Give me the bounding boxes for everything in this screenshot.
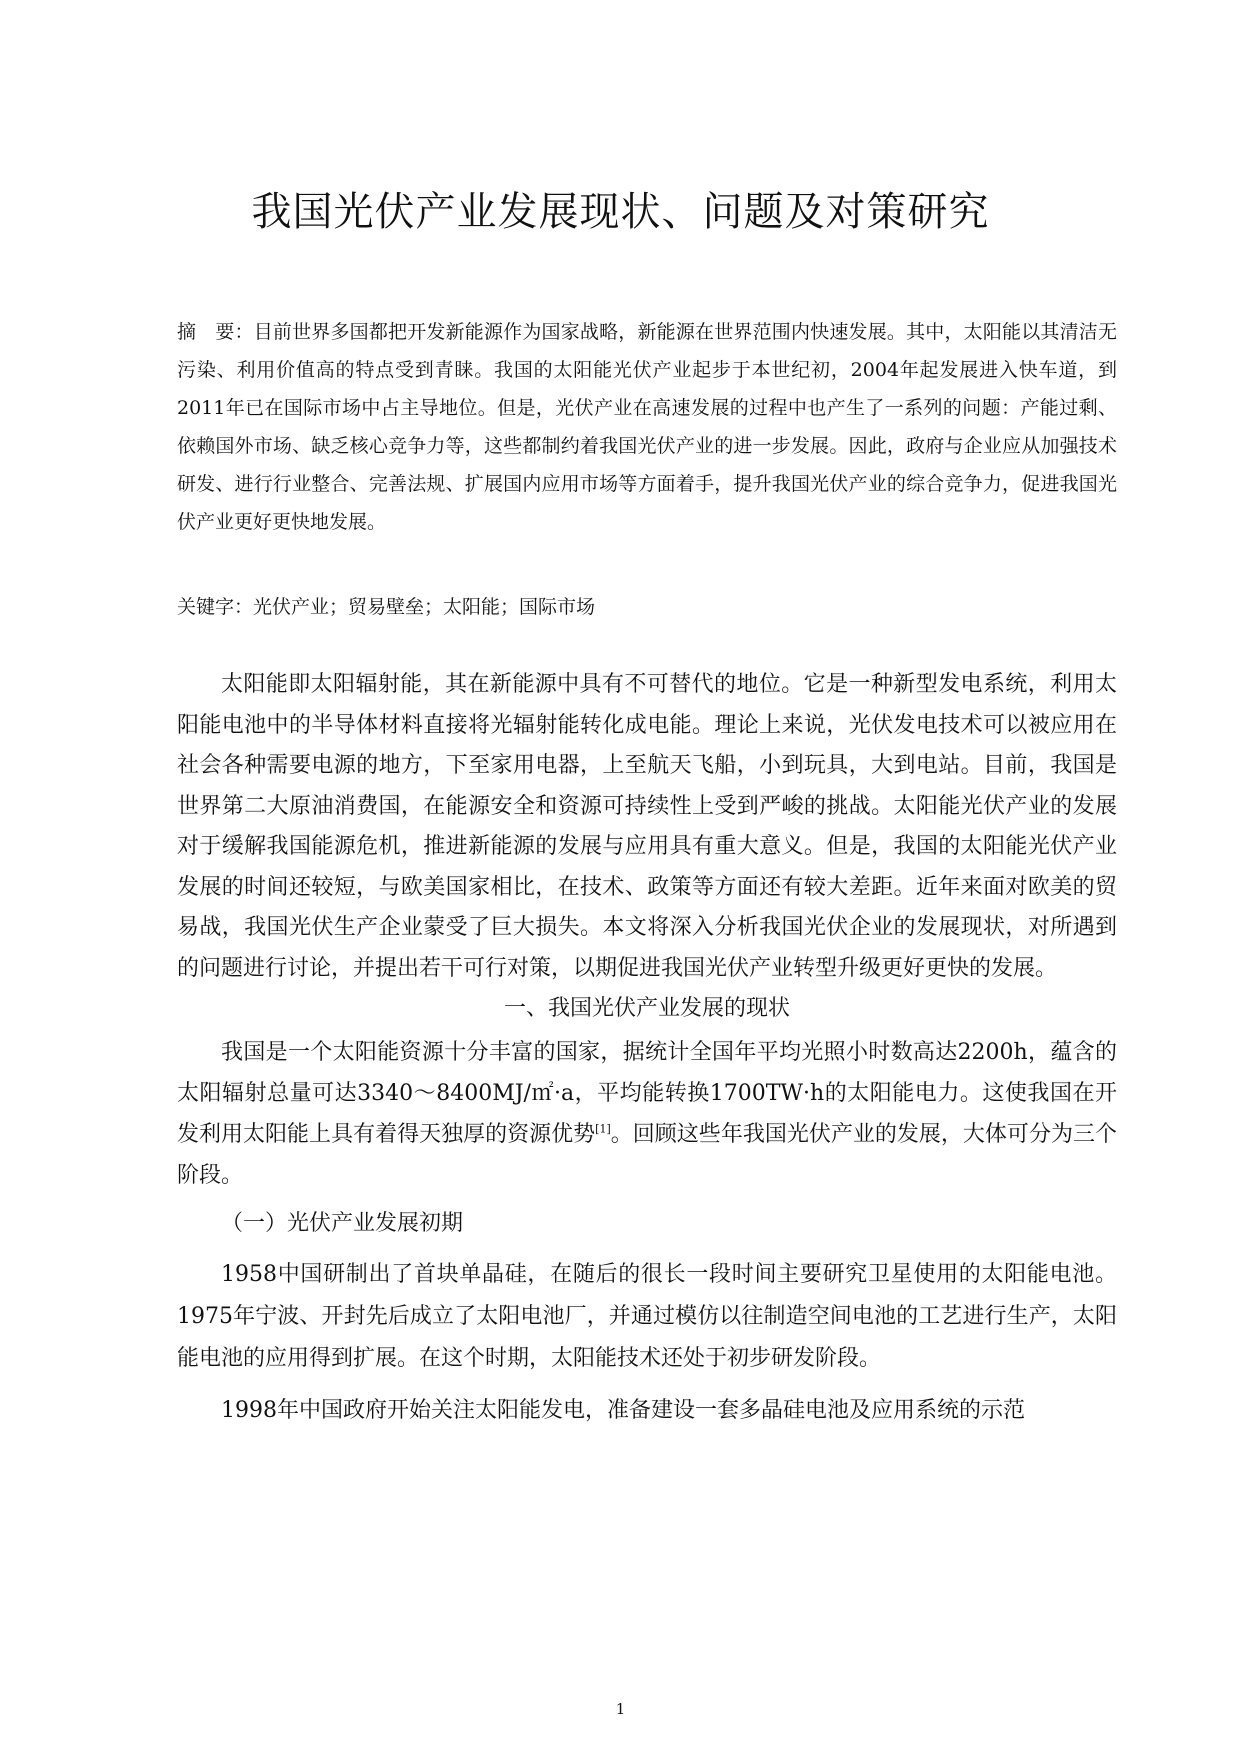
keywords — [177, 592, 1117, 622]
abstract-text: 目前世界多国都把开发新能源作为国家战略，新能源在世界范围内快速发展。其中，太阳能以其清洁无污染、利用价值高的特点受到青睐。我国的太阳能光伏产业起步于本世纪初，2004年起发展进入快车道，到2011年已在国际市场中占主导地位。但是，光伏产业在高速发展的过程中也产生了一系列的问题：产能过剩、依赖国外市场、缺乏核心竞争力等，这些都制约着我国光伏产业的进一步发展。因此，政府与企业应从加强技术研发、进行行业整合、完善法规、扩展国内应用市场等方面着手，提升我国光伏产业的综合竞争力，促进我国光伏产业更好更快地发展。 — [177, 321, 1117, 533]
page-number: 1 — [615, 1700, 626, 1718]
intro-paragraph: 太阳能即太阳辐射能，其在新能源中具有不可替代的地位。它是一种新型发电系统，利用太阳能电池中的半导体材料直接将光辐射能转化成电能。理论上来说，光伏发电技术可以被应用在社会各种需要电源的地方，下至家用电器，上至航天飞船，小到玩具，大到电站。目前，我国是世界第二大原油消费国，在能源安全和资源可持续性上受到严峻的挑战。太阳能光伏产业的发展对于缓解我国能源危机，推进新能源的发展与应用具有重大意义。但是，我国的太阳能光伏产业发展的时间还较短，与欧美国家相比，在技术、政策等方面还有较大差距。近年来面对欧美的贸易战，我国光伏生产企业蒙受了巨大损失。本文将深入分析我国光伏企业的发展现状，对所遇到的问题进行讨论，并提出若干可行对策，以期促进我国光伏产业转型升级更好更快的发展。 — [177, 672, 1117, 981]
section-heading: 一、我国光伏产业发展的现状 — [503, 996, 790, 1021]
section-paragraph — [177, 1032, 1117, 1196]
section-paragraph-text-cont: 。回顾这些年我国光伏产业的发展，大体可分为三个阶段。 — [177, 1122, 1117, 1188]
keywords-text: 光伏产业；贸易壁垒；太阳能；国际市场 — [253, 596, 596, 618]
section-paragraph-text: 我国是一个太阳能资源十分丰富的国家，据统计全国年平均光照小时数高达2200h，蕴含的太阳辐射总量可达3340～8400MJ/㎡·a，平均能转换1700TW·h的太阳能电力。这使我国在开发利用太阳能上具有着得天独厚的资源优势 — [177, 1040, 1117, 1147]
subsection-heading: （一）光伏产业发展初期 — [221, 1211, 464, 1236]
document-title: 我国光伏产业发展现状、问题及对策研究 — [251, 189, 990, 235]
abstract — [177, 313, 1117, 541]
keywords-label: 关键字： — [177, 596, 254, 618]
subsection-paragraph-2: 1998年中国政府开始关注太阳能发电，准备建设一套多晶硅电池及应用系统的示范 — [221, 1398, 1025, 1423]
citation-ref: [1] — [595, 1122, 611, 1136]
abstract-label: 摘 要： — [177, 321, 254, 343]
subsection-paragraph-1: 1958中国研制出了首块单晶硅，在随后的很长一段时间主要研究卫星使用的太阳能电池。1975年宁波、开封先后成立了太阳电池厂，并通过模仿以往制造空间电池的工艺进行生产，太阳能电池的应用得到扩展。在这个时期，太阳能技术还处于初步研发阶段。 — [177, 1262, 1117, 1371]
document-body — [177, 665, 1117, 1432]
